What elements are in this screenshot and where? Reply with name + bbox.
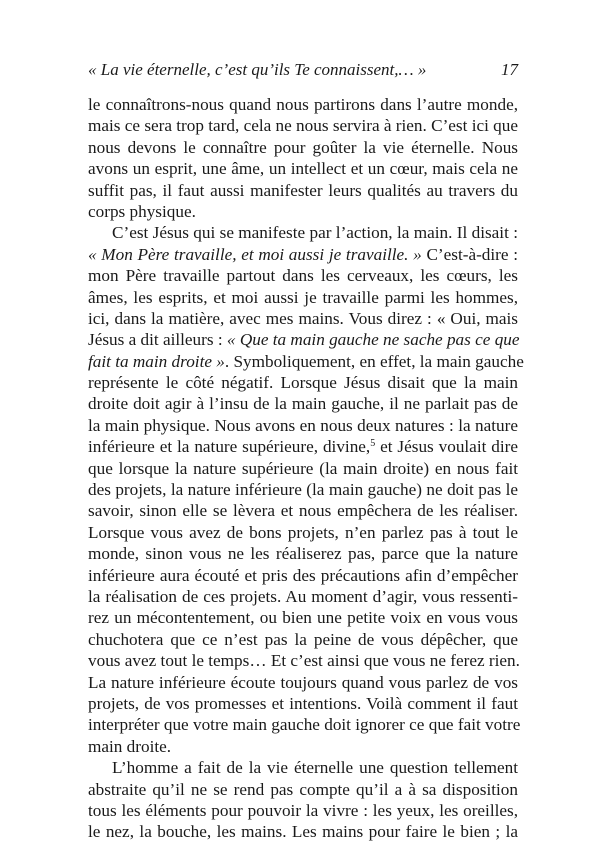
text-line: mon Père travaille partout dans les cerveaux, les cœurs, les [88, 266, 518, 286]
text-line: vous avez tout le temps… Et c’est ainsi que vous ne ferez rien. [88, 651, 520, 671]
text-line: droite doit agir à l’insu de la main gauche, il ne parlait pas de [88, 394, 518, 414]
text-line: la réalisation de ces projets. Au moment d’agir, vous ressenti- [88, 586, 518, 606]
quote-italic: « Que ta main gauche ne sache pas ce que [226, 330, 520, 350]
paragraph [88, 94, 518, 222]
text-line: le nez, la bouche, les mains. Les mains pour faire le bien ; la [88, 822, 518, 842]
text-segment: et Jésus voulait dire [375, 437, 518, 457]
text-line: L’homme a fait de la vie éternelle une question tellement [112, 758, 518, 778]
text-line: ici, dans la matière, avec mes mains. Vous direz : « Oui, mais [88, 308, 518, 328]
running-header [88, 60, 518, 80]
footnote-reference[interactable]: 5 [370, 438, 376, 450]
text-segment: C’est-à-dire : [421, 244, 518, 264]
text-line: représente le côté négatif. Lorsque Jésus disait que la main [88, 373, 518, 393]
text-line: interpréter que votre main gauche doit ignorer ce que fait votre [88, 715, 521, 735]
text-segment: Jésus a dit ailleurs : [88, 330, 227, 350]
text-line: avons un esprit, une âme, un intellect et un cœur, mais cela ne [88, 159, 518, 179]
text-line: savoir, sinon elle se lèvera et nous empêchera de les réaliser. [88, 501, 518, 521]
paragraph [88, 757, 518, 843]
text-line: chuchotera que ce n’est pas la peine de vous dépêcher, que [88, 629, 518, 649]
text-line: le connaîtrons-nous quand nous partirons dans l’autre monde, [88, 95, 518, 114]
running-title: « La vie éternelle, c’est qu’ils Te connaissent,… » [88, 60, 427, 79]
page-number: 17 [501, 60, 518, 79]
text-line: que lorsque la nature supérieure (la main droite) en nous fait [88, 458, 518, 478]
text-line: nous devons le connaître pour goûter la vie éternelle. Nous [88, 137, 518, 157]
text-line [88, 244, 518, 265]
text-line: rez un mécontentement, ou bien une petite voix en vous vous [88, 608, 518, 628]
text-segment: inférieure et la nature supérieure, divine, [88, 437, 371, 457]
text-line: Lorsque vous avez de bons projets, n’en parlez pas à tout le [88, 522, 518, 542]
text-line: la main physique. Nous avons en nous deux natures : la nature [88, 415, 518, 435]
text-segment: . Symboliquement, en effet, la main gauche [224, 351, 524, 371]
text-line: âmes, les esprits, et moi aussi je travaille parmi les hommes, [88, 287, 518, 307]
text-line: main droite. [88, 736, 172, 756]
paragraph [88, 222, 524, 757]
text-line: inférieure aura écouté et pris des précautions afin d’empêcher [88, 565, 518, 585]
text-line: mais ce sera trop tard, cela ne nous servira à rien. C’est ici que [88, 116, 518, 136]
quote-italic: « Mon Père travaille, et moi aussi je travaille. » [88, 244, 422, 264]
text-line: projets, de vos promesses et intentions. Voilà comment il faut [88, 693, 518, 713]
text-line: La nature inférieure écoute toujours quand vous parlez de vos [88, 672, 518, 692]
text-line [88, 351, 524, 372]
text-line: suffit pas, il faut aussi manifester leurs qualités au travers du [88, 180, 518, 200]
text-line: C’est Jésus qui se manifeste par l’action, la main. Il disait : [112, 223, 518, 243]
body-text [88, 94, 524, 843]
text-line: des projets, la nature inférieure (la main gauche) ne doit pas le [88, 480, 518, 500]
quote-italic: fait ta main droite » [88, 351, 225, 371]
text-line: corps physique. [88, 201, 196, 221]
text-line [88, 329, 518, 350]
text-line: abstraite qu’il ne se rend pas compte qu’il a à sa disposition [88, 779, 518, 799]
text-line [88, 436, 518, 457]
text-line: monde, sinon vous ne les réaliserez pas, parce que la nature [88, 544, 518, 564]
text-line: tous les éléments pour pouvoir la vivre : les yeux, les oreilles, [88, 800, 518, 820]
